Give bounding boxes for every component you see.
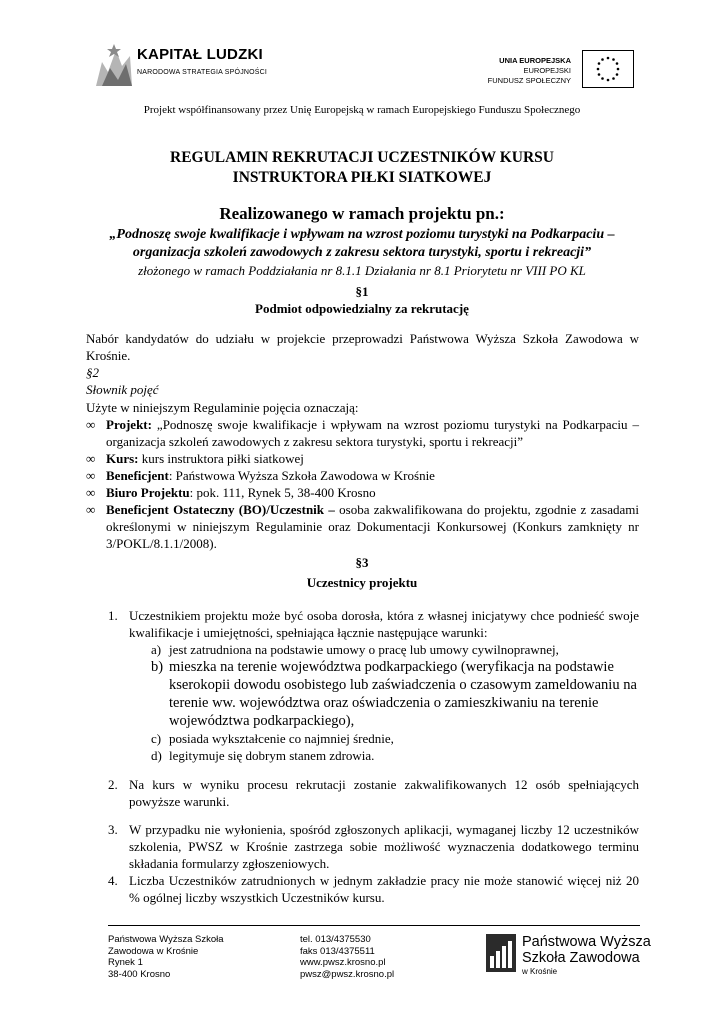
condition-text: posiada wykształcenie co najmniej średnie, — [169, 731, 394, 746]
definition-term: Projekt: — [106, 417, 152, 432]
realized-heading: Realizowanego w ramach projektu pn.: — [219, 204, 505, 223]
definition-text: : pok. 111, Rynek 5, 38-400 Krosno — [189, 485, 376, 500]
pwsz-logo-line2: Szkoła Zawodowa — [522, 950, 640, 966]
document-title-line1: REGULAMIN REKRUTACJI UCZESTNIKÓW KURSU — [170, 149, 554, 166]
list-item-number: 3. — [108, 822, 118, 837]
infinity-bullet-icon: ∞ — [86, 485, 96, 500]
definition-item — [86, 416, 639, 450]
section2-heading: Słownik pojęć — [86, 382, 159, 397]
definitions-list — [86, 416, 639, 552]
definition-item — [86, 467, 639, 484]
condition-letter: b) — [151, 659, 164, 675]
definition-item — [86, 450, 639, 467]
eu-label-line3: FUNDUSZ SPOŁECZNY — [487, 76, 571, 85]
list-item — [108, 821, 639, 872]
eu-label-line1: UNIA EUROPEJSKA — [499, 56, 571, 65]
definitions-intro: Użyte w niniejszym Regulaminie pojęcia oznaczają: — [86, 400, 359, 415]
condition-item — [151, 641, 639, 658]
project-name-line2: organizacja szkoleń zawodowych z zakresu sektora turystyki, sportu i rekreacji” — [132, 245, 592, 260]
eu-label — [488, 56, 571, 86]
infinity-bullet-icon: ∞ — [86, 502, 96, 517]
footer-address — [108, 934, 224, 980]
footer-contact — [300, 934, 394, 980]
footer-address-line: Rynek 1 — [108, 957, 143, 968]
pwsz-logo-name — [522, 934, 651, 966]
list-item-text: Uczestnikiem projektu może być osoba dorosła, która z własnej inicjatywy chce podnieść swoje kwalifikacje i umiejętności, spełniająca łącznie następujące warunki: — [129, 608, 639, 640]
cofinancing-note: Projekt współfinansowany przez Unię Europejską w ramach Europejskiego Funduszu Społecznego — [143, 104, 581, 116]
kapital-ludzki-title: KAPITAŁ LUDZKI — [137, 46, 263, 63]
document-title-line2: INSTRUKTORA PIŁKI SIATKOWEJ — [232, 169, 492, 186]
eu-label-line2: EUROPEJSKI — [523, 66, 571, 75]
section1-text: Nabór kandydatów do udziału w projekcie przeprowadzi Państwowa Wyższa Szkoła Zawodowa w Krośnie. — [86, 331, 639, 363]
list-item-number: 1. — [108, 608, 118, 623]
infinity-bullet-icon: ∞ — [86, 451, 96, 466]
list-item-text: Na kurs w wyniku procesu rekrutacji zostanie zakwalifikowanych 12 osób spełniających powyższe warunki. — [129, 777, 639, 809]
footer-address-line: Zawodowa w Krośnie — [108, 945, 199, 957]
eu-flag-icon — [582, 50, 634, 88]
section1-number: §1 — [355, 284, 369, 299]
condition-item — [151, 730, 639, 747]
footer-address-line: Państwowa Wyższa Szkoła — [108, 934, 224, 945]
definition-text: kurs instruktora piłki siatkowej — [138, 451, 304, 466]
condition-text: jest zatrudniona na podstawie umowy o pracę lub umowy cywilnoprawnej, — [169, 642, 559, 657]
pwsz-logo-city: w Krośnie — [522, 967, 558, 976]
list-item-text: Liczba Uczestników zatrudnionych w jednym zakładzie pracy nie może stanowić więcej niż 20 % ogólnej liczby wszystkich Uczestników kursu. — [129, 873, 639, 905]
condition-text: mieszka na terenie województwa podkarpackiego (weryfikacja na podstawie kserokopii dowodu osobistego lub zaświadczenia o czasowym zameldowaniu na terenie ww. województwa oraz oświadczenia o zamieszkiwaniu na terenie województwa podkarpackiego), — [169, 659, 637, 729]
conditions-list — [108, 641, 639, 764]
list-item — [108, 872, 639, 906]
footer-email-link[interactable]: pwsz@pwsz.krosno.pl — [300, 968, 395, 980]
footer-website-link[interactable]: www.pwsz.krosno.pl — [300, 957, 386, 968]
list-item-number: 4. — [108, 873, 118, 888]
project-subtitle: złożonego w ramach Poddziałania nr 8.1.1 Działania nr 8.1 Priorytetu nr VIII PO KL — [138, 263, 586, 278]
footer-address-line: 38-400 Krosno — [108, 968, 171, 980]
condition-letter: c) — [151, 731, 162, 746]
list-item — [108, 607, 639, 641]
pwsz-logo-icon — [486, 934, 516, 972]
section3-heading: Uczestnicy projektu — [306, 575, 418, 590]
condition-letter: d) — [151, 748, 162, 763]
definition-text: : Państwowa Wyższa Szkoła Zawodowa w Krośnie — [168, 468, 435, 483]
condition-item — [151, 658, 639, 730]
condition-letter: a) — [151, 642, 162, 657]
definition-text: „Podnoszę swoje kwalifikacje i wpływam na wzrost poziomu turystyki na Podkarpaciu – organizacja szkoleń zawodowych z zakresu sektora turystyki, sportu i rekreacji” — [106, 417, 639, 449]
kapital-ludzki-subtitle: NARODOWA STRATEGIA SPÓJNOŚCI — [137, 69, 268, 76]
condition-text: legitymuje się dobrym stanem zdrowia. — [169, 748, 375, 763]
definition-text: osoba zakwalifikowana do projektu, zgodnie z zasadami określonymi w niniejszym Regulaminie oraz Dokumentacji Konkursowej (Konkurs zamknięty nr 3/POKL/8.1.1/2008). — [106, 502, 639, 551]
infinity-bullet-icon: ∞ — [86, 417, 96, 432]
condition-item — [151, 747, 639, 764]
definition-term: Beneficjent — [106, 468, 169, 483]
list-item — [108, 776, 639, 810]
participants-list — [108, 607, 639, 906]
footer-phone: tel. 013/4375530 — [300, 934, 371, 945]
definition-term: Biuro Projektu — [106, 485, 190, 500]
section1-heading: Podmiot odpowiedzialny za rekrutację — [255, 301, 469, 316]
infinity-bullet-icon: ∞ — [86, 468, 96, 483]
list-item-text: W przypadku nie wyłonienia, spośród zgłoszonych aplikacji, wymaganej liczby 12 uczestników szkolenia, PWSZ w Krośnie zastrzega sobie możliwość wyznaczenia dodatkowego terminu składania formularzy zgłoszeniowych. — [129, 822, 639, 871]
list-item-number: 2. — [108, 777, 118, 792]
footer-divider — [108, 925, 640, 926]
project-name-line1: „Podnoszę swoje kwalifikacje i wpływam na wzrost poziomu turystyki na Podkarpaciu – — [109, 227, 615, 242]
section2-number: §2 — [86, 365, 99, 380]
project-name — [90, 226, 634, 262]
definition-term: Kurs: — [106, 451, 139, 466]
definition-item — [86, 484, 639, 501]
definition-item — [86, 501, 639, 552]
footer-fax: faks 013/4375511 — [300, 945, 375, 957]
kapital-ludzki-logo-icon — [92, 42, 136, 88]
section3-number: §3 — [355, 555, 369, 570]
definition-term: Beneficjent Ostateczny (BO)/Uczestnik – — [106, 502, 335, 517]
document-title — [0, 148, 724, 188]
pwsz-logo-line1: Państwowa Wyższa — [522, 934, 651, 950]
